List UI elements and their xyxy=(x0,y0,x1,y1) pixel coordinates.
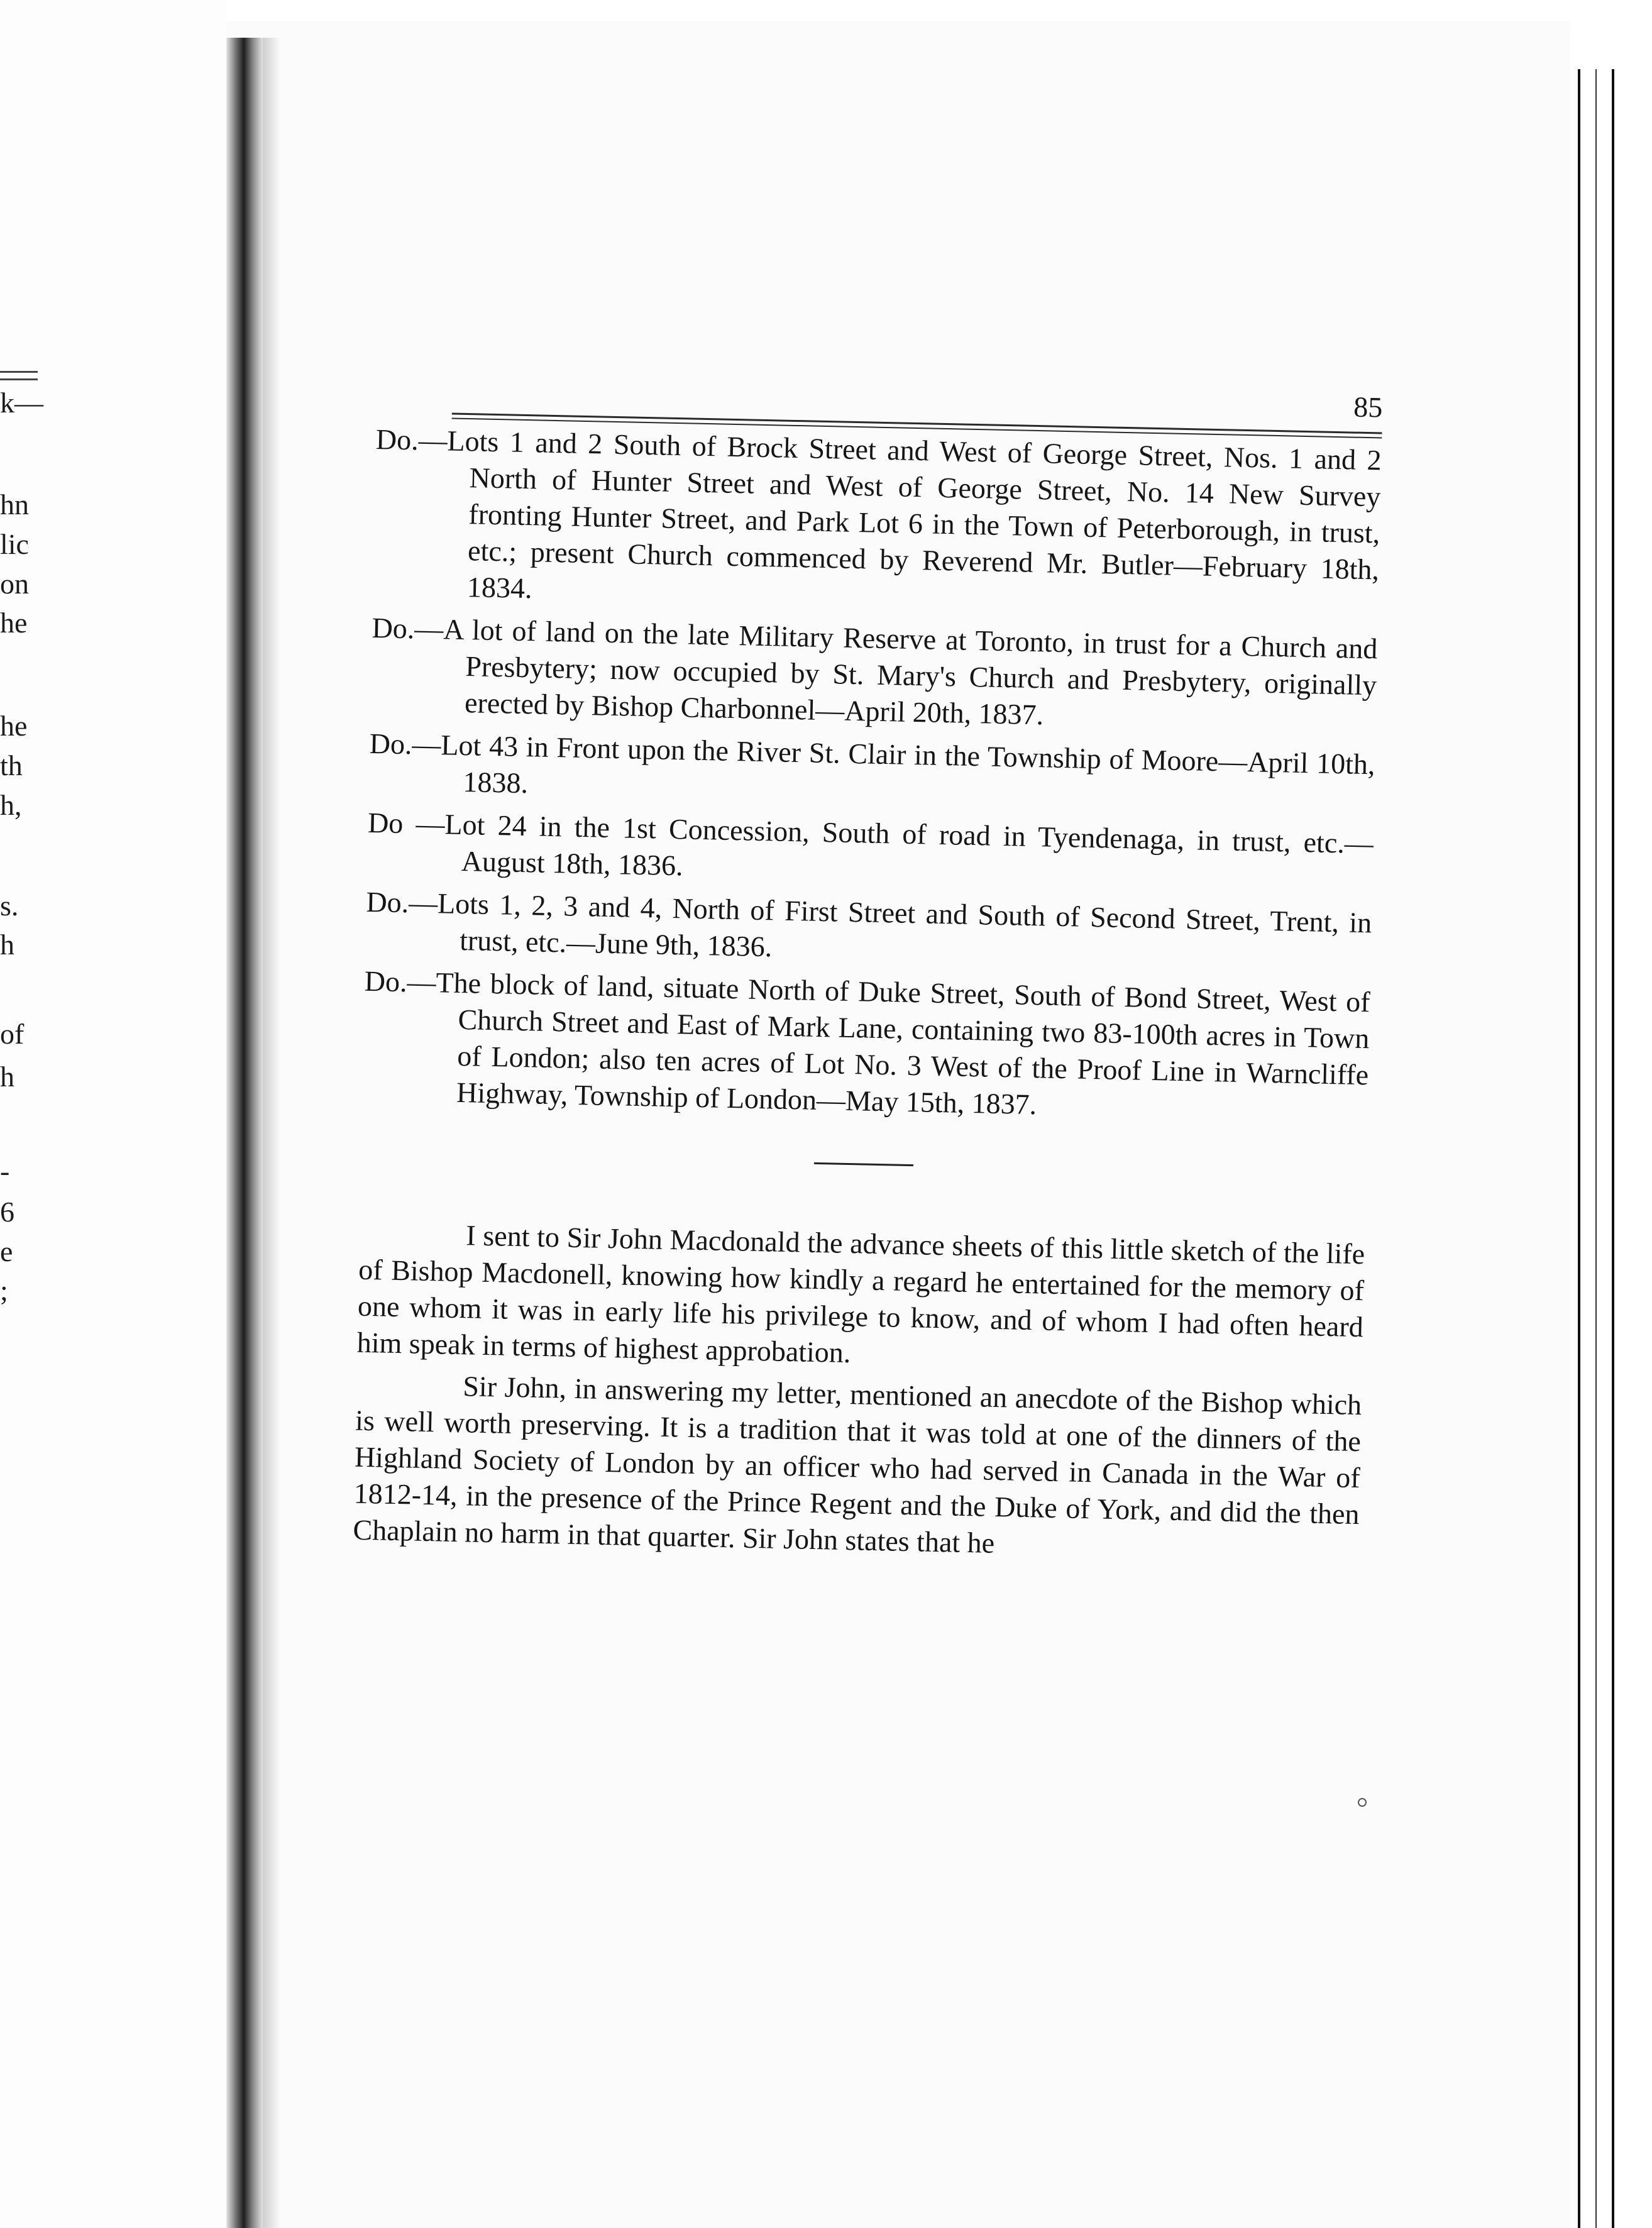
property-entry: Do —Lot 24 in the 1st Concession, South of road in Tyendenaga, in trust, etc.—August 18th, 1836. xyxy=(367,806,1374,882)
body-paragraph: Sir John, in answering my letter, mentioned an anecdote of the Bishop which is well worth preserving. It is a tradition that it was told at one of the dinners of the Highland Society of London by an officer who had served in Canada in the War of 1812-14, in the presence of the Prince Regent and the Duke of York, and did the then Chaplain no harm in that quarter. Sir John states that he xyxy=(353,1370,1362,1559)
facing-page-fragment: lic xyxy=(0,528,29,560)
property-entry: Do.—The block of land, situate North of Duke Street, South of Bond Street, West of Church Street and East of Mark Lane, containing two 83-100th acres in Town of London; also ten acres of Lot No. 3 West of the Proof Line in Warncliffe Highway, Township of London—May 15th, 1837. xyxy=(364,964,1371,1121)
facing-page xyxy=(0,0,226,2228)
facing-page-fragment: of xyxy=(0,1018,25,1050)
facing-page-fragment: h, xyxy=(0,789,22,821)
facing-page-fragment: h xyxy=(0,929,14,961)
section-separator xyxy=(814,1162,913,1166)
facing-page-fragment: s. xyxy=(0,890,19,922)
page-number: 85 xyxy=(1353,390,1383,424)
page-stack-edge xyxy=(1570,0,1652,2228)
book-gutter xyxy=(226,38,263,2228)
facing-page-fragment: k— xyxy=(0,387,43,419)
book-page xyxy=(353,377,1383,1574)
facing-page-rule xyxy=(0,378,38,380)
page-edge-line xyxy=(1595,69,1597,2228)
scan-top-margin xyxy=(0,0,1652,21)
gutter-shadow xyxy=(263,38,280,2228)
property-list xyxy=(362,421,1382,1130)
page-edge-line xyxy=(1612,69,1614,2228)
facing-page-fragment: th xyxy=(0,749,23,781)
facing-page-fragment: ; xyxy=(0,1274,8,1306)
body-text xyxy=(353,1215,1365,1569)
property-entry: Do.—Lots 1, 2, 3 and 4, North of First Street and South of Second Street, Trent, in trust, etc.—June 9th, 1836. xyxy=(365,885,1372,963)
facing-page-fragment: on xyxy=(0,568,29,600)
facing-page-fragment: e xyxy=(0,1235,13,1267)
property-entry: Do.—A lot of land on the late Military Reserve at Toronto, in trust for a Church and Presbytery; now occupied by St. Mary's Church and Presbytery, originally erected by Bishop Charbonnel—April 20th, 1837. xyxy=(372,611,1378,731)
property-entry: Do.—Lots 1 and 2 South of Brock Street and West of George Street, Nos. 1 and 2 North of Hunter Street and West of George Street, No. 14 New Survey fronting Hunter Street, and Park Lot 6 in the Town of Peterborough, in trust, etc.; present Church commenced by Reverend Mr. Butler—February 18th, 1834. xyxy=(375,422,1382,605)
facing-page-fragment: 6 xyxy=(0,1196,14,1228)
body-paragraph: I sent to Sir John Macdonald the advance sheets of this little sketch of the life of Bishop Macdonell, knowing how kindly a regard he entertained for the memory of one whom it was in early life his privilege to know, and of whom I had often heard him speak in terms of highest approbation. xyxy=(356,1219,1365,1369)
page-edge-line xyxy=(1578,69,1580,2228)
facing-page-fragment: he xyxy=(0,710,28,742)
facing-page-fragment: hn xyxy=(0,488,29,521)
scan-speck xyxy=(1358,1798,1367,1807)
facing-page-fragment: h xyxy=(0,1061,14,1093)
facing-page-rule xyxy=(0,371,38,373)
facing-page-fragment: he xyxy=(0,607,28,639)
facing-page-fragment: - xyxy=(0,1155,10,1187)
property-entry: Do.—Lot 43 in Front upon the River St. Clair in the Township of Moore—April 10th, 1838. xyxy=(369,727,1375,800)
